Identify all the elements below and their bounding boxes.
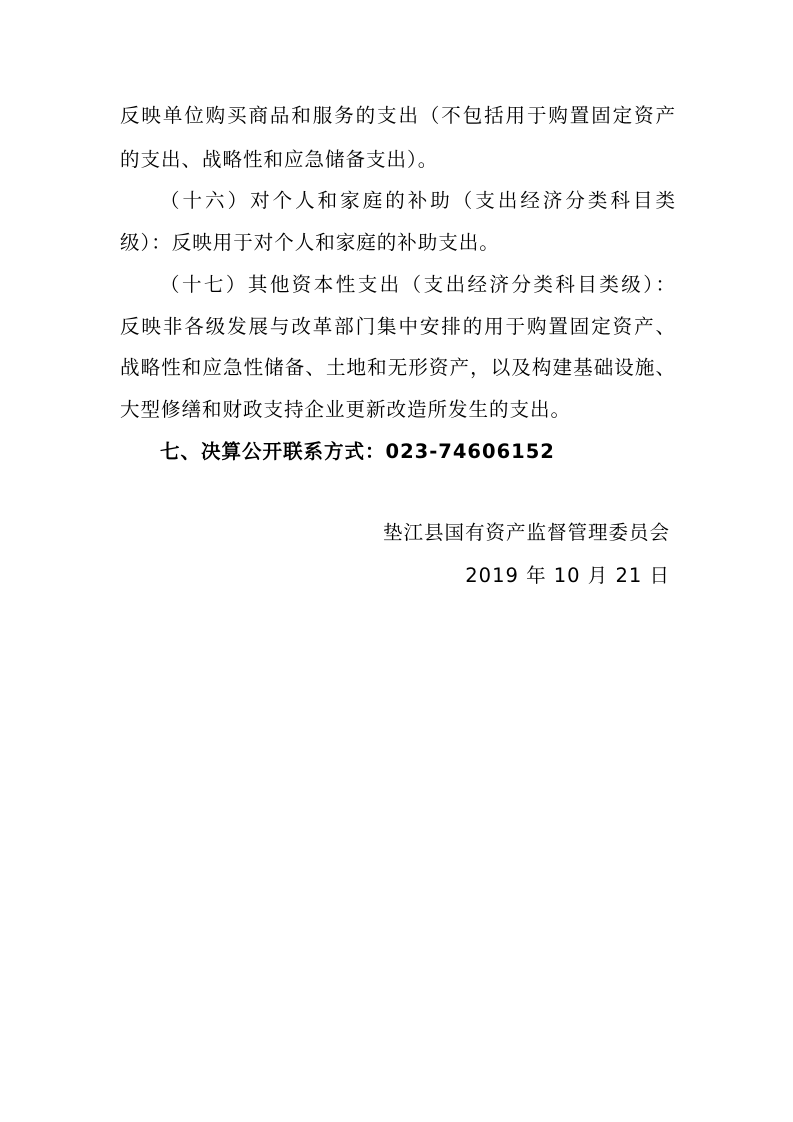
paragraph-line: 级）：反映用于对个人和家庭的补助支出。	[120, 231, 500, 254]
signature-organization: 垫江县国有资产监督管理委员会	[382, 521, 670, 544]
paragraph-line: 反映非各级发展与改革部门集中安排的用于购置固定资产、	[120, 315, 676, 338]
section-heading: 七、决算公开联系方式：023-74606152	[160, 440, 555, 463]
paragraph-line: （十七）其他资本性支出（支出经济分类科目类级）：	[160, 273, 676, 296]
paragraph-line: （十六）对个人和家庭的补助（支出经济分类科目类	[160, 189, 676, 212]
paragraph-line: 反映单位购买商品和服务的支出（不包括用于购置固定资产	[120, 104, 676, 127]
paragraph-line: 的支出、战略性和应急储备支出）。	[120, 148, 439, 171]
paragraph-line: 战略性和应急性储备、土地和无形资产，以及构建基础设施、	[120, 356, 676, 379]
signature-date: 2019 年 10 月 21 日	[465, 564, 670, 587]
paragraph-line: 大型修缮和财政支持企业更新改造所发生的支出。	[120, 398, 572, 421]
